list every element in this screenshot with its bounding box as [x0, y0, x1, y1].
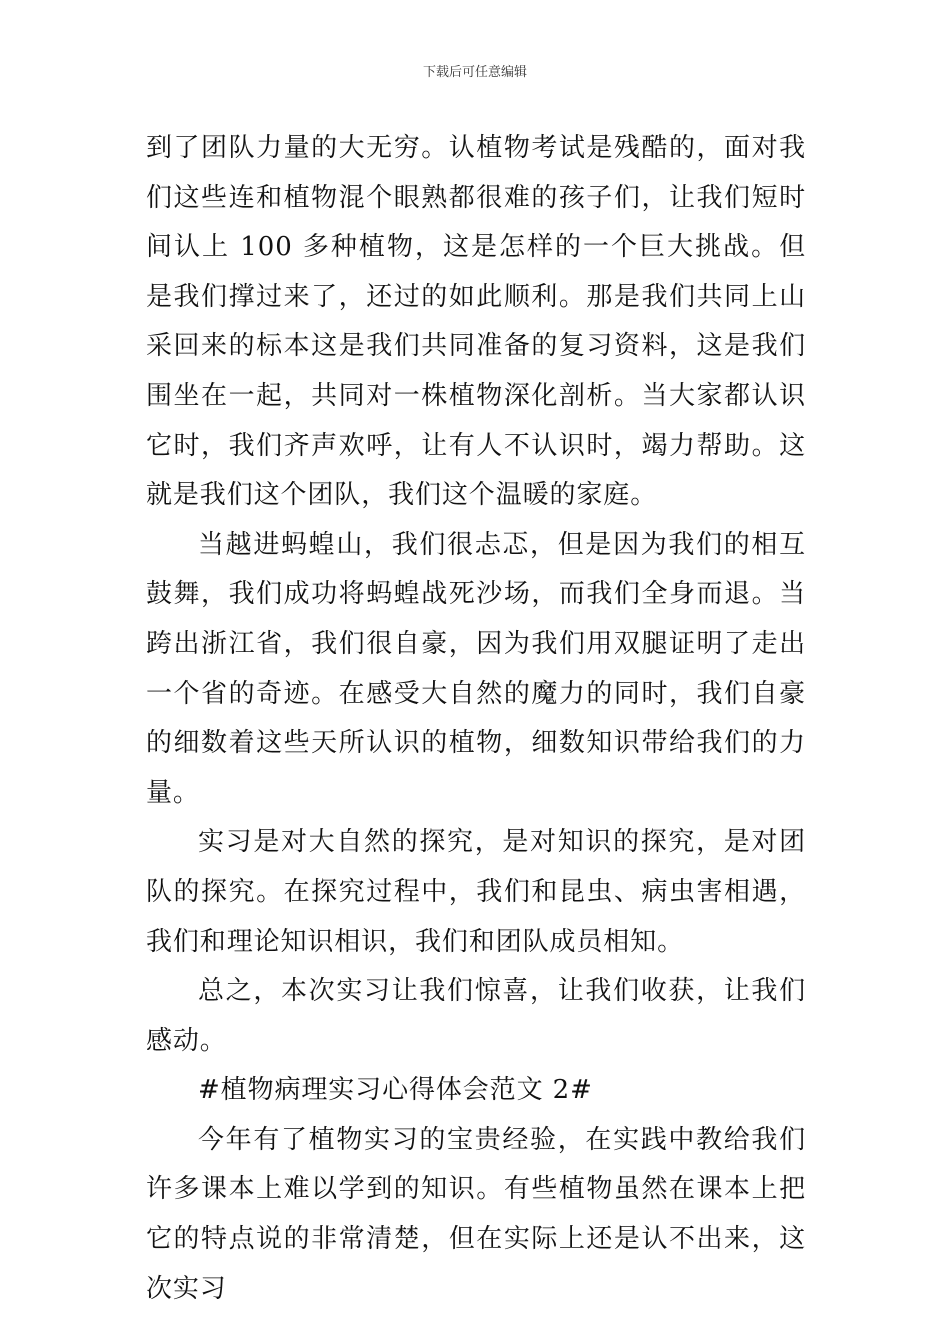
paragraph: 当越进蚂蝗山，我们很忐忑，但是因为我们的相互鼓舞，我们成功将蚂蝗战死沙场，而我们全身而退。当跨出浙江省，我们很自豪，因为我们用双腿证明了走出一个省的奇迹。在感受大自然的魔力的同时，我们自豪的细数着这些天所认识的植物，细数知识带给我们的力量。 — [146, 529, 806, 808]
page-header: 下载后可任意编辑 — [422, 65, 527, 80]
paragraph: 到了团队力量的大无穷。认植物考试是残酷的，面对我们这些连和植物混个眼熟都很难的孩子们，让我们短时间认上 100 多种植物，这是怎样的一个巨大挑战。但是我们撑过来了，还过的如此顺利。那是我们共同上山采回来的标本这是我们共同准备的复习资料，这是我们围坐在一起，共同对一株植物深化剖析。当大家都认识它时，我们齐声欢呼，让有人不认识时，竭力帮助。这就是我们这个团队，我们这个温暖的家庭。 — [146, 133, 806, 511]
document-body — [146, 124, 806, 1314]
paragraph: 总之，本次实习让我们惊喜，让我们收获，让我们感动。 — [146, 976, 806, 1056]
section-heading: #植物病理实习心得体会范文 2# — [198, 1075, 593, 1106]
paragraph: 今年有了植物实习的宝贵经验，在实践中教给我们许多课本上难以学到的知识。有些植物虽然在课本上把它的特点说的非常清楚，但在实际上还是认不出来，这次实习 — [146, 1124, 806, 1304]
paragraph: 实习是对大自然的探究，是对知识的探究，是对团队的探究。在探究过程中，我们和昆虫、病虫害相遇，我们和理论知识相识，我们和团队成员相知。 — [146, 827, 806, 957]
